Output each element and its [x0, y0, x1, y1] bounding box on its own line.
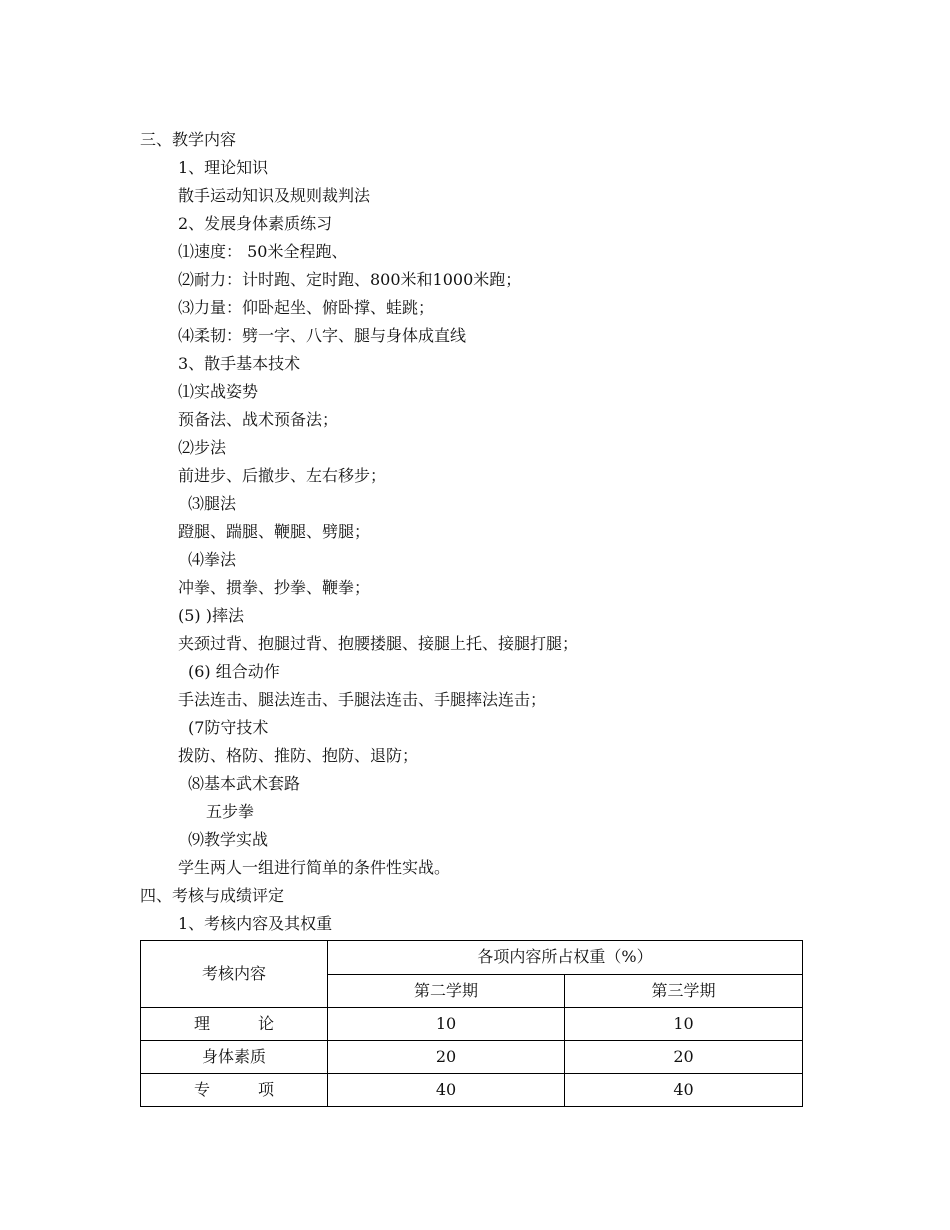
row-item: 专 项 [141, 1074, 328, 1107]
row-sem2-value: 10 [328, 1008, 565, 1041]
row-item: 理 论 [141, 1008, 328, 1041]
text-line: ⑴实战姿势 [178, 382, 259, 401]
text-line: (7防守技术 [188, 718, 269, 737]
text-line: 预备法、战术预备法； [178, 410, 339, 429]
text-line: 蹬腿、踹腿、鞭腿、劈腿； [178, 522, 371, 541]
text-line: 手法连击、腿法连击、手腿法连击、手腿摔法连击； [178, 690, 547, 709]
subheading-fitness: 2、发展身体素质练习 [178, 214, 333, 233]
text-line: 冲拳、掼拳、抄拳、鞭拳； [178, 578, 371, 597]
text-line: 散手运动知识及规则裁判法 [178, 186, 371, 205]
text-line: (5) )摔法 [178, 606, 244, 625]
subheading-theory: 1、理论知识 [178, 158, 269, 177]
row-sem3-value: 20 [565, 1041, 803, 1074]
row-sem3-value: 10 [565, 1008, 803, 1041]
subheading-basic-technique: 3、散手基本技术 [178, 354, 301, 373]
text-line: (6) 组合动作 [188, 662, 280, 681]
header-semester-3: 第三学期 [565, 974, 803, 1008]
text-line: ⑷柔韧：劈一字、八字、腿与身体成直线 [178, 326, 467, 345]
table-row [141, 1041, 803, 1074]
text-line: 学生两人一组进行简单的条件性实战。 [178, 858, 451, 877]
text-line: 拨防、格防、推防、抱防、退防； [178, 746, 419, 765]
text-line: ⑷拳法 [188, 550, 237, 569]
header-assessment-content: 考核内容 [141, 941, 328, 1008]
text-line: ⑼教学实战 [188, 830, 269, 849]
table-row [141, 1074, 803, 1107]
subheading-assessment-weights: 1、考核内容及其权重 [178, 914, 333, 933]
text-line: ⑶力量：仰卧起坐、俯卧撑、蛙跳； [178, 298, 435, 317]
text-line: ⑻基本武术套路 [188, 774, 301, 793]
text-line: 前进步、后撤步、左右移步； [178, 466, 387, 485]
text-line: ⑵耐力：计时跑、定时跑、800米和1000米跑； [178, 270, 522, 289]
row-sem2-value: 20 [328, 1041, 565, 1074]
header-semester-2: 第二学期 [328, 974, 565, 1008]
text-line: ⑵步法 [178, 438, 227, 457]
section-heading-assessment: 四、考核与成绩评定 [140, 886, 285, 905]
text-line: 五步拳 [206, 802, 255, 821]
row-sem2-value: 40 [328, 1074, 565, 1107]
section-heading-teaching-content: 三、教学内容 [140, 130, 237, 149]
header-weight: 各项内容所占权重（%） [328, 941, 803, 975]
row-sem3-value: 40 [565, 1074, 803, 1107]
row-item: 身体素质 [141, 1041, 328, 1074]
table-row [141, 1008, 803, 1041]
assessment-weight-table [140, 940, 803, 1107]
text-line: ⑶腿法 [188, 494, 237, 513]
text-line: ⑴速度： 50米全程跑、 [178, 242, 348, 261]
table-header-row [141, 941, 803, 975]
text-line: 夹颈过背、抱腿过背、抱腰搂腿、接腿上托、接腿打腿； [178, 634, 579, 653]
